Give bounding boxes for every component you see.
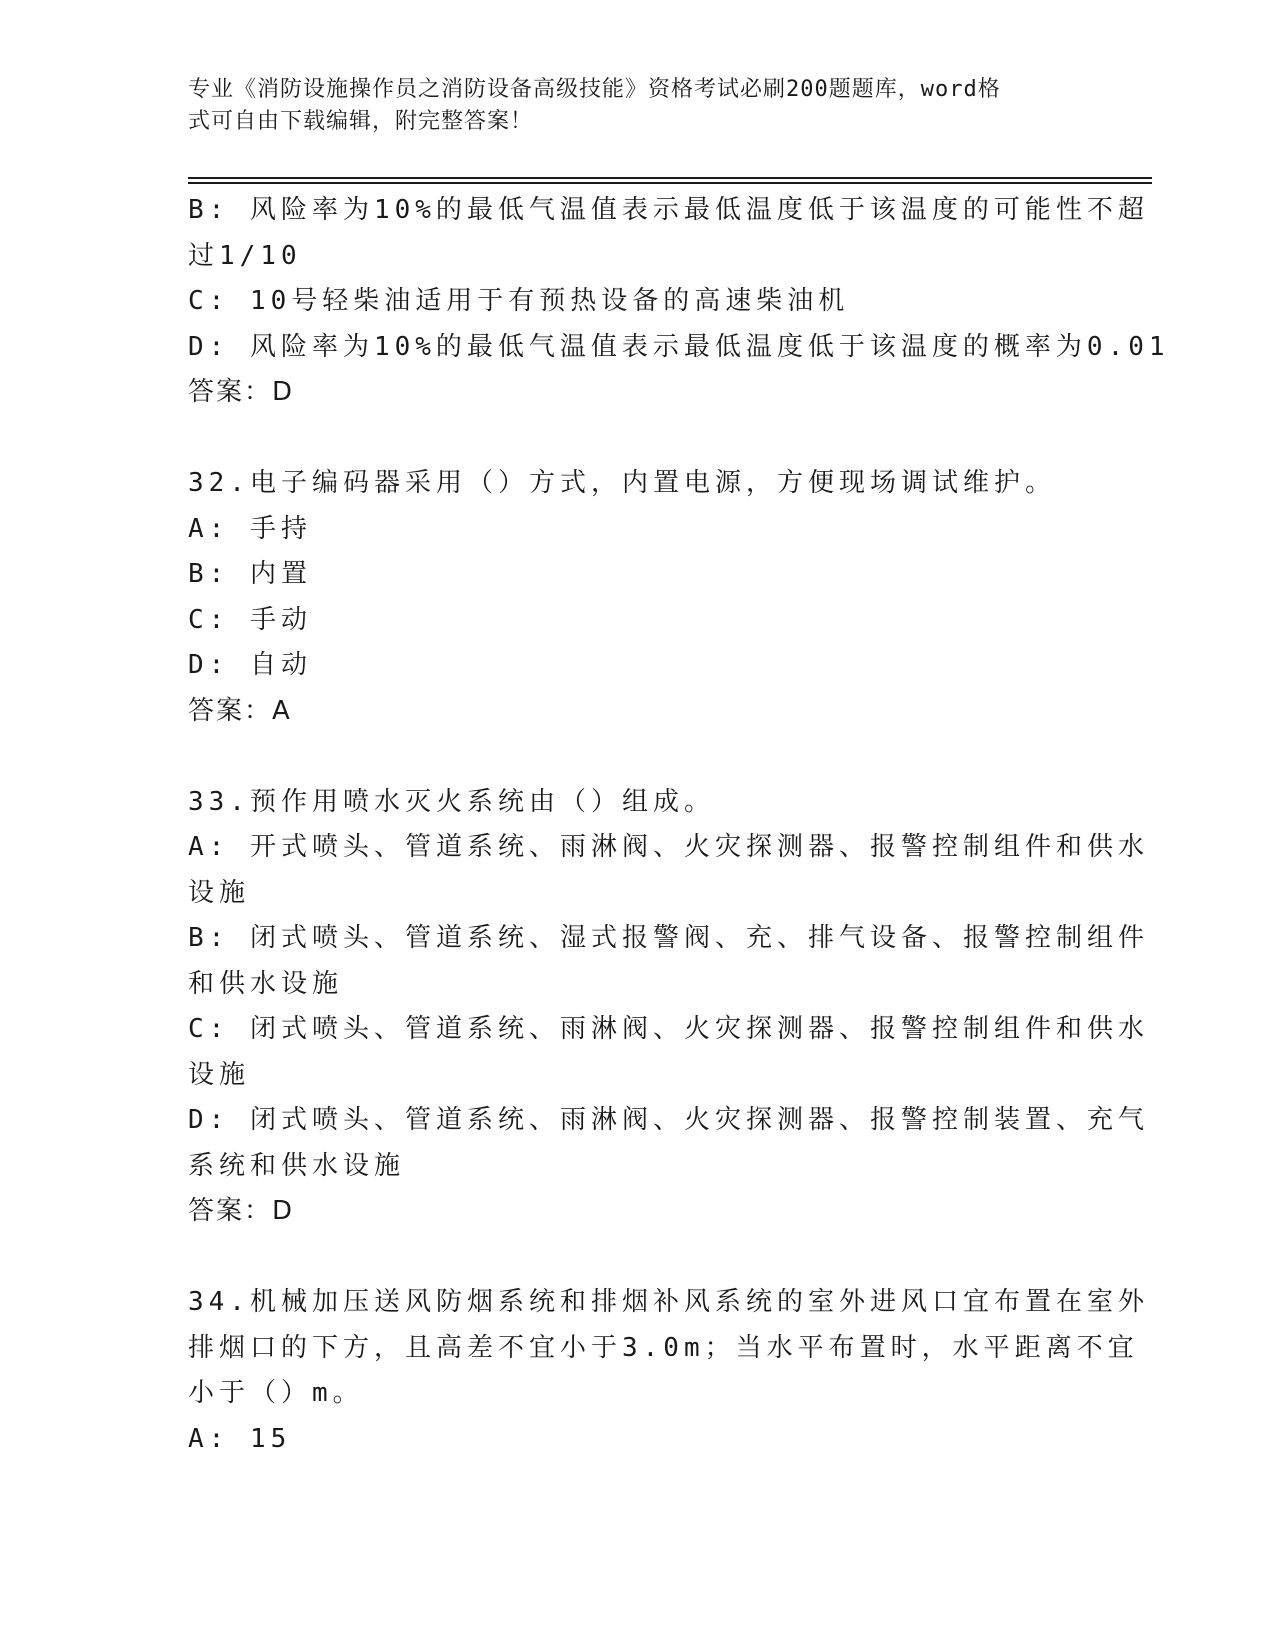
q33-option-a-line-2: 设施 <box>188 877 251 908</box>
q32-option-b: B: 内置 <box>188 559 312 589</box>
q33-option-d-line-2: 系统和供水设施 <box>188 1150 406 1181</box>
q32-option-c: C: 手动 <box>188 604 312 635</box>
header-divider-top <box>188 177 1152 179</box>
q33-option-b-line-2: 和供水设施 <box>188 968 344 999</box>
question-31-tail <box>188 188 1170 416</box>
q33-option-c-line-1: C: 闭式喷头、管道系统、雨淋阀、火灾探测器、报警控制组件和供水 <box>188 1014 1149 1044</box>
q31-option-d: D: 风险率为10%的最低气温值表示最低温度低于该温度的概率为0.01 <box>188 331 1170 362</box>
q31-option-b-line-1: B: 风险率为10%的最低气温值表示最低温度低于该温度的可能性不超 <box>188 195 1149 225</box>
question-content <box>188 188 1170 1462</box>
q33-option-d-line-1: D: 闭式喷头、管道系统、雨淋阀、火灾探测器、报警控制装置、充气 <box>188 1105 1149 1135</box>
q31-option-c: C: 10号轻柴油适用于有预热设备的高速柴油机 <box>188 286 850 316</box>
q31-answer: 答案：D <box>188 377 295 407</box>
document-header <box>188 74 1068 138</box>
header-divider-bottom <box>188 182 1152 184</box>
q33-option-c-line-2: 设施 <box>188 1059 251 1090</box>
q32-stem: 32.电子编码器采用（）方式，内置电源，方便现场调试维护。 <box>188 468 1056 498</box>
spacer <box>188 416 1088 462</box>
q34-stem-line-2: 排烟口的下方，且高差不宜小于3.0m；当水平布置时，水平距离不宜 <box>188 1332 1139 1363</box>
header-line-1: 专业《消防设施操作员之消防设备高级技能》资格考试必刷200题题库，word格 <box>188 77 1001 102</box>
header-line-2: 式可自由下载编辑，附完整答案！ <box>188 109 534 134</box>
question-32 <box>188 461 1088 734</box>
spacer <box>188 1235 1088 1281</box>
q31-option-b-line-2: 过1/10 <box>188 240 302 271</box>
q34-stem-line-3: 小于（）m。 <box>188 1378 364 1408</box>
q32-answer: 答案：A <box>188 695 292 726</box>
q34-option-a: A: 15 <box>188 1423 292 1454</box>
q33-stem: 33.预作用喷水灭火系统由（）组成。 <box>188 786 715 817</box>
q33-option-b-line-1: B: 闭式喷头、管道系统、湿式报警阀、充、排气设备、报警控制组件 <box>188 923 1149 953</box>
q32-option-d: D: 自动 <box>188 650 312 680</box>
q33-option-a-line-1: A: 开式喷头、管道系统、雨淋阀、火灾探测器、报警控制组件和供水 <box>188 832 1149 862</box>
q33-answer: 答案：D <box>188 1196 295 1226</box>
q34-stem-line-1: 34.机械加压送风防烟系统和排烟补风系统的室外进风口宜布置在室外 <box>188 1287 1149 1317</box>
question-34 <box>188 1280 1149 1462</box>
q32-option-a: A: 手持 <box>188 513 312 544</box>
question-33 <box>188 780 1149 1235</box>
spacer <box>188 734 1088 780</box>
